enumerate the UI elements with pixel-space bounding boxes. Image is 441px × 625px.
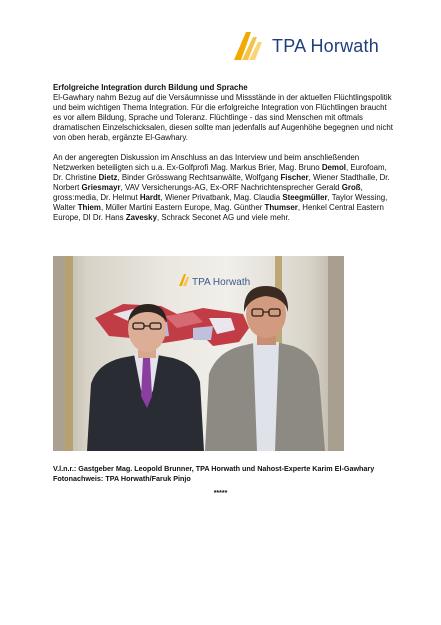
bold-name: Demol (321, 162, 346, 172)
bold-name: Thiem (77, 203, 101, 213)
bold-name: Steegmüller (282, 192, 328, 202)
photo-scene (53, 256, 344, 451)
bold-name: Hardt (139, 192, 161, 202)
backdrop-logo-text: TPA Horwath (192, 277, 251, 288)
logo-wordmark: TPA Horwath (272, 36, 379, 56)
article-paragraph-2: An der angeregten Diskussion im Anschluss an das Interview und beim anschließenden Netzwerken beteiligten sich u.a. Ex-Golfprofi Mag. Markus Brier, Mag. Bruno Demol, Eurofoam, Dr. Christine Dietz, Binder Grösswang Rechtsanwälte, Wolfgang Fischer, Wiener Stadthalle, Dr. Norbert Griesmayr, VAV Versicherungs-AG, Ex-ORF Nachrichtensprecher Gerald Groß, gross:media, Dr. Helmut Hardt, Wiener Privatbank, Mag. Claudia Steegmüller, Taylor Wessing, Walter Thiem, Müller Martini Eastern Europe, Mag. Günther Thumser, Henkel Central Eastern Europe, DI Dr. Hans Zavesky, Schrack Seconet AG und viele mehr. (53, 152, 390, 223)
separator-stars: ***** (213, 490, 228, 497)
event-photo (53, 256, 344, 451)
bold-name: Griesmayr (81, 182, 121, 192)
caption-names: V.l.n.r.: Gastgeber Mag. Leopold Brunner, TPA Horwath und Nahost-Experte Karim El-Gawhary (53, 464, 375, 473)
bold-name: Zavesky (125, 213, 157, 223)
backdrop-logo-icon (179, 274, 189, 286)
bold-name: Groß (341, 182, 361, 192)
bold-name: Thumser (264, 203, 298, 213)
company-logo (232, 28, 392, 64)
bold-name: Fischer (280, 172, 309, 182)
map-banner (95, 304, 249, 346)
photo-caption (53, 464, 393, 484)
person-right (205, 286, 325, 451)
article-paragraph-1: El-Gawhary nahm Bezug auf die Versäumnisse und Missstände in der aktuellen Flüchtlingspolitik und beim wichtigen Thema Integration. Für die erfolgreiche Integration von Flüchtlingen braucht es vor allem Bildung, Sprache und Toleranz. Flüchtlinge - das sind Menschen mit oftmals dramatischen Einzelschicksalen, diesen sollte man jedenfalls auf Augenhöhe begegnen und nicht von oben herab, ergänzte El-Gawhary. (53, 93, 393, 143)
bold-name: Dietz (98, 172, 118, 182)
article-body (53, 83, 393, 223)
logo-mark-icon (232, 28, 270, 62)
caption-photo-credit: Fotonachweis: TPA Horwath/Faruk Pinjo (53, 474, 191, 483)
article-heading: Erfolgreiche Integration durch Bildung und Sprache (53, 83, 248, 92)
